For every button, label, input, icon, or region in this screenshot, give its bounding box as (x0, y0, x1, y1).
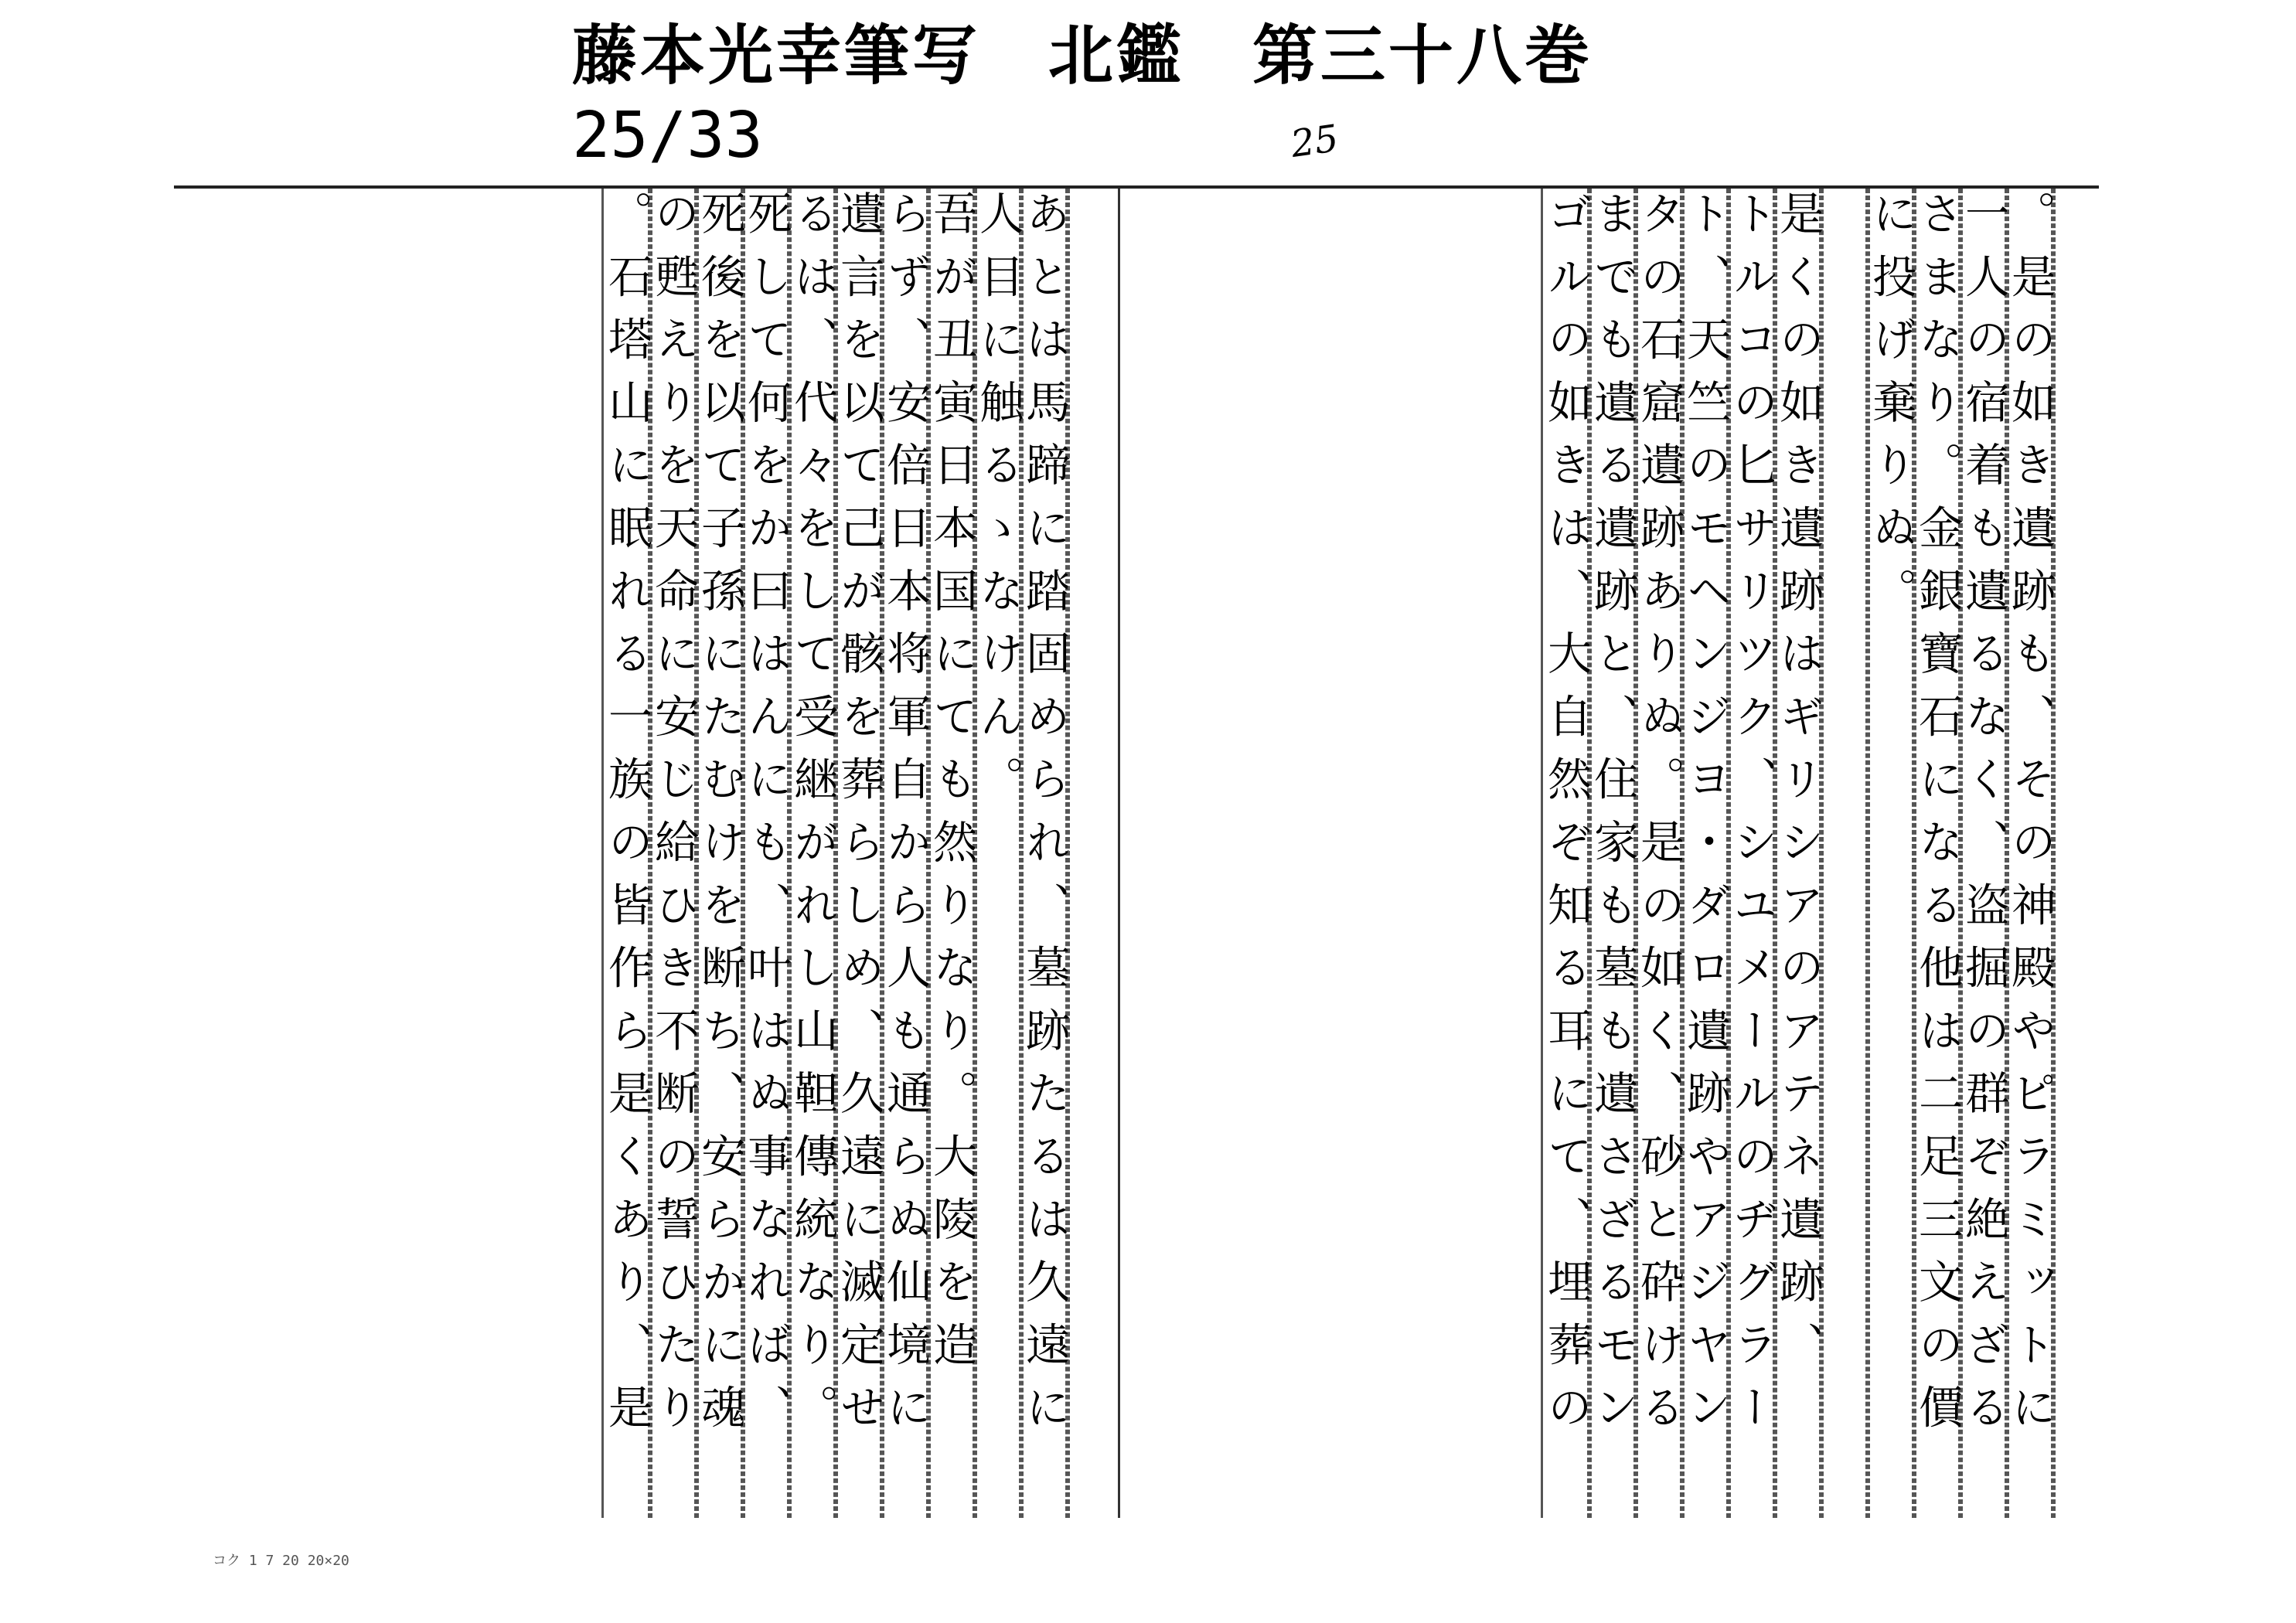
manuscript-sheet-code: コク 1 7 20 20×20 (213, 1553, 349, 1569)
manuscript-line (1772, 189, 1824, 1518)
manuscript-line-text: タの石窟遺跡ありぬ。是の如く、砂と砕ける (1633, 190, 1685, 1447)
manuscript-line-text: 一人の宿着も遺るなく、盗掘の群ぞ絶えざる (1957, 190, 2010, 1447)
manuscript-line-text: 人目に触るゝなけん。 (972, 190, 1024, 818)
page-fold-divider (1118, 189, 1120, 1518)
manuscript-line-text: 。石塔山に眠れる一族の皆作ら是くあり、是 (601, 190, 653, 1447)
manuscript-line (1679, 189, 1732, 1518)
manuscript-line (693, 189, 746, 1518)
manuscript-line (647, 189, 700, 1518)
manuscript-line-text: トルコの匕サリツク、シユメールのヂグラー (1725, 190, 1778, 1447)
right-manuscript-page (1129, 189, 2099, 1518)
manuscript-line-text: 死後を以て子孫にたむけを断ち、安らかに魂 (693, 190, 746, 1447)
manuscript-line (972, 189, 1024, 1518)
manuscript-line-text: 吾が丑寅日本国にても然りなり。大陵を造 (925, 190, 978, 1384)
manuscript-line (879, 189, 932, 1518)
manuscript-line-text: あとは馬蹄に踏固められ、墓跡たるは久遠に (1018, 190, 1071, 1447)
manuscript-line (1633, 189, 1685, 1518)
manuscript-line-text: さまなり。金銀寶石になる他は二足三文の價 (1911, 190, 1964, 1447)
manuscript-line (1540, 189, 1593, 1518)
manuscript-line (1819, 189, 1865, 1518)
manuscript-line (1865, 189, 1917, 1518)
handwritten-page-number: 25 (1288, 117, 1341, 166)
manuscript-line-text: 死して何をか曰はんにも、叶はぬ事なれば、 (740, 190, 792, 1447)
manuscript-line (1725, 189, 1778, 1518)
manuscript-sheet (174, 185, 2099, 1545)
margin-column (2051, 189, 2099, 1518)
manuscript-line (1018, 189, 1071, 1518)
manuscript-line (740, 189, 792, 1518)
manuscript-line (1586, 189, 1639, 1518)
page-counter: 25/33 (572, 99, 763, 172)
margin-column (1065, 189, 1113, 1518)
manuscript-line (786, 189, 839, 1518)
manuscript-line-text: 遺言を以て己が骸を葬らしめ、久遠に滅定せ (833, 190, 885, 1447)
manuscript-line-text: 。是の如き遺跡も、その神殿やピラミットに (2004, 190, 2056, 1447)
manuscript-line-text: に投げ棄りぬ。 (1865, 190, 1917, 631)
manuscript-line-text: 是くの如き遺跡はギリシアのアテネ遺跡、 (1772, 190, 1824, 1384)
manuscript-line (1911, 189, 1964, 1518)
manuscript-line (1957, 189, 2010, 1518)
manuscript-line-text: るは、代々をして受継がれし山靼傳統なり。 (786, 190, 839, 1447)
manuscript-line-text: ト、天竺のモヘンジヨ・ダロ遺跡やアジヤン (1679, 190, 1732, 1447)
manuscript-line-text: ゴルの如きは、大自然ぞ知る耳にて、埋葬の (1540, 190, 1593, 1447)
manuscript-line (833, 189, 885, 1518)
manuscript-line-text: らず、安倍日本将軍自から人も通らぬ仙境に (879, 190, 932, 1447)
manuscript-line-text: の甦えりを天命に安じ給ひき不断の誓ひたり (647, 190, 700, 1447)
manuscript-line-text: までも遺る遺跡と、住家も墓も遺さざるモン (1586, 190, 1639, 1447)
manuscript-line (925, 189, 978, 1518)
document-title: 藤本光幸筆写 北鑑 第三十八巻 (572, 18, 1593, 94)
manuscript-line (601, 189, 653, 1518)
manuscript-line (2004, 189, 2056, 1518)
left-manuscript-page (174, 189, 1113, 1518)
